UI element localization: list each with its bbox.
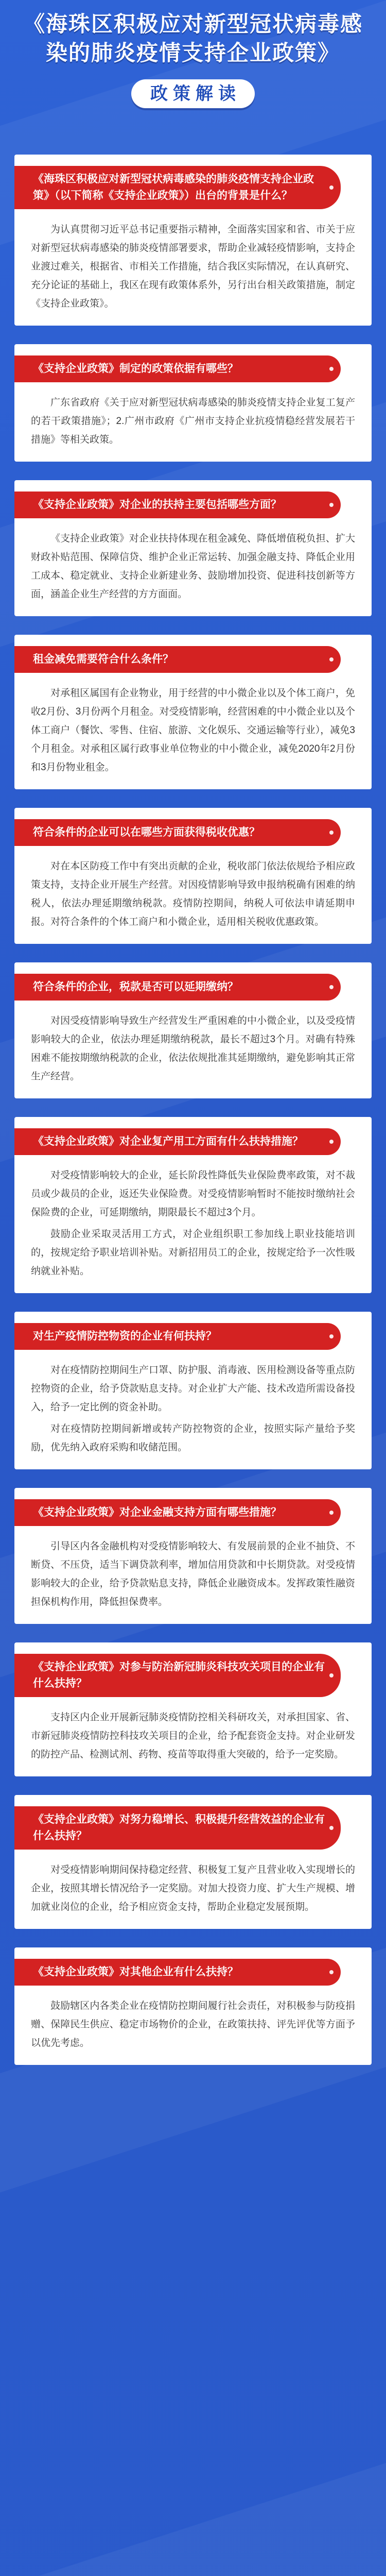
question-bar-stub	[14, 1128, 24, 1155]
decor-band	[0, 2432, 386, 2576]
answer-paragraph: 支持区内企业开展新冠肺炎疫情防控相关科研攻关，对承担国家、省、市新冠肺炎疫情防控科技攻关项目的企业，给予配套资金支持。对企业研发的防控产品、检测试剂、药物、疫苗等取得重大突破的，给予一定奖励。	[31, 1712, 355, 1760]
question-bar	[14, 974, 341, 1001]
qa-card	[14, 1795, 372, 1929]
question-bar	[14, 1654, 341, 1697]
question-bar	[14, 166, 341, 209]
question-text: 《支持企业政策》对企业复产用工方面有什么扶持措施？	[24, 1128, 341, 1155]
question-text: 符合条件的企业可以在哪些方面获得税收优惠？	[24, 819, 341, 846]
question-text: 租金减免需要符合什么条件？	[24, 646, 341, 673]
section-banner: 政策解读	[131, 79, 255, 108]
question-bar	[14, 355, 341, 382]
question-text: 《支持企业政策》制定的政策依据有哪些？	[24, 355, 341, 382]
answer-paragraph: 广东省政府《关于应对新型冠状病毒感染的肺炎疫情支持企业复工复产的若干政策措施》；2.广州市政府《广州市支持企业抗疫情稳经营发展若干措施》等相关政策。	[31, 397, 355, 445]
answer-paragraph: 鼓励企业采取灵活用工方式，对企业组织职工参加线上职业技能培训的，按规定给予职业培训补贴。对新招用员工的企业，按规定给予一次性吸纳就业补贴。	[31, 1229, 355, 1277]
answer-paragraph: 《支持企业政策》对企业扶持体现在租金减免、降低增值税负担、扩大财政补贴范围、保障信贷、维护企业正常运转、加强金融支持、降低企业用工成本、稳定就业、支持企业新建业务、鼓励增加投资、促进科技创新等方面，涵盖企业生产经营的方方面面。	[31, 533, 355, 600]
qa-card	[14, 1642, 372, 1776]
question-bar-stub	[14, 1499, 24, 1526]
answer-paragraph: 对受疫情影响较大的企业，延长阶段性降低失业保险费率政策，对不裁员或少裁员的企业，返还失业保险费。对受疫情影响暂时不能按时缴纳社会保险费的企业，可延期缴纳，期限最长不超过3个月。	[31, 1170, 355, 1218]
question-text: 《支持企业政策》对参与防治新冠肺炎科技攻关项目的企业有什么扶持？	[24, 1654, 341, 1697]
answer-paragraph: 对因受疫情影响导致生产经营发生严重困难的中小微企业，以及受疫情影响较大的企业，依法办理延期缴纳税款，最长不超过3个月。对确有特殊困难不能按期缴纳税款的企业，依法依规批准其延期缴纳，避免影响其正常生产经营。	[31, 1015, 355, 1082]
answer-paragraph: 引导区内各金融机构对受疫情影响较大、有发展前景的企业不抽贷、不断贷、不压贷，适当下调贷款利率，增加信用贷款和中长期贷款。对受疫情影响较大的企业，给予贷款贴息支持，降低企业融资成本。发挥政策性融资担保机构作用，降低担保费率。	[31, 1541, 355, 1607]
question-bar-stub	[14, 1323, 24, 1350]
question-text: 对生产疫情防控物资的企业有何扶持？	[24, 1323, 341, 1350]
qa-card	[14, 1947, 372, 2065]
qa-card	[14, 1312, 372, 1469]
qa-card	[14, 635, 372, 789]
qa-card	[14, 344, 372, 462]
question-text: 《支持企业政策》对企业的扶持主要包括哪些方面？	[24, 492, 341, 518]
page-title: 《海珠区积极应对新型冠状病毒感染的肺炎疫情支持企业政策》	[23, 13, 363, 65]
question-bar	[14, 819, 341, 846]
question-bar	[14, 1806, 341, 1850]
question-bar	[14, 1959, 341, 1986]
answer-paragraph: 对在疫情防控期间新增或转产防控物资的企业，按照实际产量给予奖励，优先纳入政府采购和收储范围。	[31, 1423, 355, 1453]
header	[0, 0, 386, 155]
question-text: 符合条件的企业，税款是否可以延期缴纳？	[24, 974, 341, 1001]
question-bar	[14, 646, 341, 673]
question-text: 《支持企业政策》对企业金融支持方面有哪些措施？	[24, 1499, 341, 1526]
answer-paragraph: 对受疫情影响期间保持稳定经营、积极复工复产且营业收入实现增长的企业，按照其增长情况给予一定奖励。对加大投资力度、扩大生产规模、增加就业岗位的企业，给予相应资金支持，帮助企业稳定发展预期。	[31, 1865, 355, 1912]
qa-card	[14, 155, 372, 326]
qa-list	[0, 155, 386, 2065]
question-bar-stub	[14, 355, 24, 382]
question-bar-stub	[14, 974, 24, 1001]
answer-paragraph: 为认真贯彻习近平总书记重要指示精神，全面落实国家和省、市关于应对新型冠状病毒感染的肺炎疫情部署要求，帮助企业减轻疫情影响，支持企业渡过难关，根据省、市相关工作措施，结合我区实际情况，在认真研究、充分论证的基础上，我区在现有政策体系外，另行出台相关政策措施，制定《支持企业政策》。	[31, 224, 355, 309]
question-bar-stub	[14, 646, 24, 673]
qa-card	[14, 1488, 372, 1624]
question-bar-stub	[14, 492, 24, 518]
question-bar	[14, 1128, 341, 1155]
answer-paragraph: 鼓励辖区内各类企业在疫情防控期间履行社会责任，对积极参与防疫捐赠、保障民生供应、稳定市场物价的企业，在政策扶持、评先评优等方面予以优先考虑。	[31, 2001, 355, 2048]
answer-paragraph: 对在疫情防控期间生产口罩、防护服、消毒液、医用检测设备等重点防控物资的企业，给予贷款贴息支持。对企业扩大产能、技术改造所需设备投入，给予一定比例的资金补助。	[31, 1365, 355, 1413]
question-bar-stub	[14, 166, 24, 209]
question-bar	[14, 1323, 341, 1350]
question-bar	[14, 1499, 341, 1526]
question-text: 《支持企业政策》对努力稳增长、积极提升经营效益的企业有什么扶持？	[24, 1806, 341, 1850]
question-bar	[14, 492, 341, 518]
qa-card	[14, 480, 372, 616]
answer-paragraph: 对在本区防疫工作中有突出贡献的企业，税收部门依法依规给予相应政策支持，支持企业开展生产经营。对因疫情影响导致申报纳税确有困难的纳税人，依法办理延期缴纳税款。疫情防控期间，纳税人可依法申请延期申报。对符合条件的个体工商户和小微企业，适用相关税收优惠政策。	[31, 861, 355, 927]
question-text: 《支持企业政策》对其他企业有什么扶持？	[24, 1959, 341, 1986]
question-bar-stub	[14, 1654, 24, 1697]
question-text: 《海珠区积极应对新型冠状病毒感染的肺炎疫情支持企业政策》（以下简称《支持企业政策》）出台的背景是什么？	[24, 166, 341, 209]
answer-paragraph: 对承租区属国有企业物业，用于经营的中小微企业以及个体工商户，免收2月份、3月份两个月租金。对受疫情影响，经营困难的中小微企业以及个体工商户（餐饮、零售、住宿、旅游、文化娱乐、交通运输等行业），减免3个月租金。对承租区属行政事业单位物业的中小微企业，减免2020年2月份和3月份物业租金。	[31, 688, 355, 773]
qa-card	[14, 962, 372, 1098]
question-bar-stub	[14, 1959, 24, 1986]
question-bar-stub	[14, 1806, 24, 1850]
qa-card	[14, 1117, 372, 1293]
qa-card	[14, 808, 372, 944]
question-bar-stub	[14, 819, 24, 846]
